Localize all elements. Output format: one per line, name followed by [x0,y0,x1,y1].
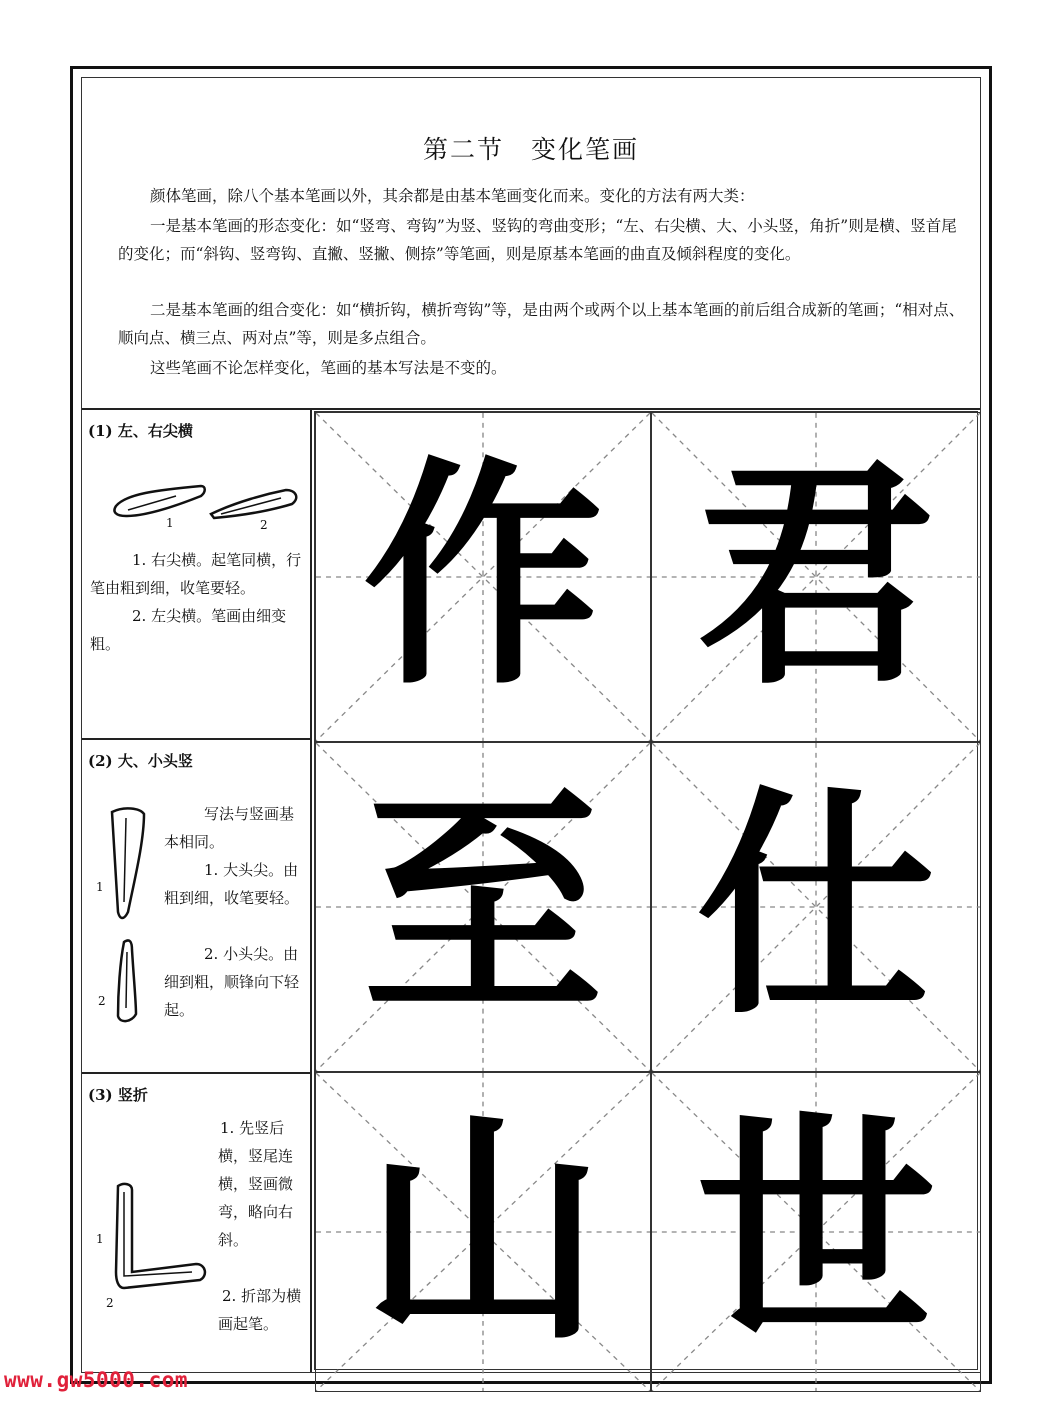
grid-cell-3 [315,742,651,1072]
large-small-head-vertical-diagram [104,802,154,1042]
calligraphy-character: 君 [695,437,936,717]
stroke-section-3-title: (3) 竖折 [88,1086,148,1104]
calligraphy-character: 仕 [695,767,936,1047]
grid-cell-1 [315,412,651,742]
section-title: 第二节 变化笔画 [422,135,639,164]
stroke-section-2-desc-2: 1. 大头尖。由粗到细，收笔要轻。 [164,861,300,907]
diagram-label-2: 2 [98,994,106,1008]
grid-cell-5 [315,1072,651,1392]
left-right-pointed-horizontal-diagram [106,476,306,546]
stroke-section-3-desc-2: 2. 折部为横画起笔。 [218,1287,302,1333]
stroke-section-3 [82,1072,310,1396]
intro-block [82,78,980,410]
diagram-label-1: 1 [166,516,174,530]
stroke-section-2-desc-1: 写法与竖画基本相同。 [164,805,295,851]
stroke-section-1 [82,408,310,740]
stroke-section-1-title: (1) 左、右尖横 [88,422,193,440]
diagram-label-2: 2 [260,518,268,532]
stroke-notes-column [82,408,312,1372]
stroke-section-3-desc-1: 1. 先竖后横，竖尾连横，竖画微弯，略向右斜。 [218,1119,294,1249]
watermark-url: www.gw5000.com [4,1368,189,1392]
diagram-label-1: 1 [96,880,104,894]
calligraphy-character: 世 [695,1092,936,1372]
vertical-turn-diagram [104,1176,216,1316]
stroke-section-2 [82,738,310,1074]
calligraphy-character: 至 [362,767,603,1047]
stroke-section-2-title: (2) 大、小头竖 [88,752,193,770]
stroke-section-1-desc-2: 2. 左尖横。笔画由细变粗。 [90,607,287,653]
grid-cell-6 [651,1072,981,1392]
calligraphy-grid [314,411,978,1370]
calligraphy-character: 山 [362,1092,603,1372]
intro-paragraph-1: 颜体笔画，除八个基本笔画以外，其余都是由基本笔画变化而来。变化的方法有两大类： [150,187,755,205]
grid-cell-4 [651,742,981,1072]
stroke-section-1-desc-1: 1. 右尖横。起笔同横，行笔由粗到细，收笔要轻。 [90,551,302,597]
diagram-label-1: 1 [96,1232,104,1246]
stroke-section-2-desc-3: 2. 小头尖。由细到粗，顺锋向下轻起。 [164,945,300,1019]
diagram-label-2: 2 [106,1296,114,1310]
calligraphy-character: 作 [362,437,603,717]
page-frame [70,66,992,1384]
page-inner [81,77,981,1373]
grid-cell-2 [651,412,981,742]
intro-paragraph-3: 二是基本笔画的组合变化：如“横折钩，横折弯钩”等，是由两个或两个以上基本笔画的前后组合成新的笔画；“相对点、顺向点、横三点、两对点”等，则是多点组合。 [118,301,965,347]
intro-paragraph-2: 一是基本笔画的形态变化：如“竖弯、弯钩”为竖、竖钩的弯曲变形；“左、右尖横、大、小头竖，角折”则是横、竖首尾的变化；而“斜钩、竖弯钩、直撇、竖撇、侧捺”等笔画，则是原基本笔画的曲直及倾斜程度的变化。 [118,217,957,263]
intro-paragraph-4: 这些笔画不论怎样变化，笔画的基本写法是不变的。 [150,359,507,377]
